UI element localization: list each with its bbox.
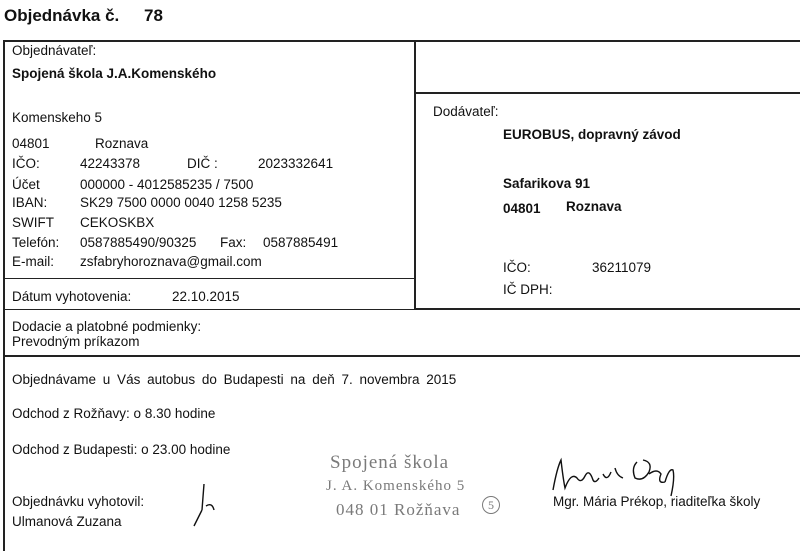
- terms-top-line: [3, 309, 800, 310]
- buyer-right-divider: [414, 42, 416, 310]
- stamp-number: 5: [482, 496, 500, 514]
- buyer-iban-label: IBAN:: [12, 195, 48, 210]
- buyer-email: zsfabryhoroznava@gmail.com: [80, 254, 262, 269]
- order-number: 78: [144, 6, 163, 25]
- stamp-line-1: Spojená škola: [330, 452, 450, 473]
- buyer-city: Roznava: [95, 136, 149, 151]
- issuer-signature-mark: [190, 480, 220, 530]
- supplier-ico-label: IČO:: [503, 260, 531, 275]
- supplier-dic-label: IČ DPH:: [503, 282, 553, 297]
- issued-by-label: Objednávku vyhotovil:: [12, 494, 145, 509]
- buyer-phone: 0587885490/90325: [80, 235, 197, 250]
- date-value: 22.10.2015: [172, 289, 240, 304]
- order-line: Objednávame u Vás autobus do Budapesti na deň 7. novembra 2015: [12, 372, 457, 387]
- buyer-swift: CEKOSKBX: [80, 215, 155, 230]
- buyer-phone-label: Telefón:: [12, 235, 60, 250]
- frame-top-line: [3, 40, 800, 42]
- stamp-line-3: 048 01 Rožňava: [336, 500, 461, 519]
- buyer-account: 000000 - 4012585235 / 7500: [80, 177, 254, 192]
- body-top-line: [3, 355, 800, 357]
- date-label: Dátum vyhotovenia:: [12, 289, 132, 304]
- supplier-city: Roznava: [566, 199, 622, 214]
- director-signature: [545, 448, 695, 498]
- departure-budapest: Odchod z Budapesti: o 23.00 hodine: [12, 442, 231, 457]
- frame-left-line: [3, 40, 5, 551]
- buyer-name: Spojená škola J.A.Komenského: [12, 66, 217, 81]
- departure-rožňava: Odchod z Rožňavy: o 8.30 hodine: [12, 406, 216, 421]
- supplier-street: Safarikova 91: [503, 176, 591, 191]
- order-title: Objednávka č.: [4, 6, 120, 25]
- supplier-zip: 04801: [503, 201, 541, 216]
- issued-by-name: Ulmanová Zuzana: [12, 514, 122, 529]
- buyer-ico: 42243378: [80, 156, 141, 171]
- buyer-fax: 0587885491: [263, 235, 339, 250]
- date-top-line: [3, 278, 415, 279]
- buyer-account-label: Účet: [12, 177, 40, 192]
- buyer-iban: SK29 7500 0000 0040 1258 5235: [80, 195, 282, 210]
- supplier-section-label: Dodávateľ:: [433, 104, 499, 119]
- buyer-street: Komenskeho 5: [12, 110, 103, 125]
- stamp-line-2: J. A. Komenského 5: [326, 478, 466, 494]
- buyer-zip: 04801: [12, 136, 50, 151]
- buyer-ico-label: IČO:: [12, 156, 40, 171]
- buyer-dic: 2023332641: [258, 156, 334, 171]
- buyer-email-label: E-mail:: [12, 254, 55, 269]
- supplier-top-line: [414, 92, 800, 94]
- terms-label: Dodacie a platobné podmienky:: [12, 319, 202, 334]
- buyer-fax-label: Fax:: [220, 235, 247, 250]
- signatory-name: Mgr. Mária Prékop, riaditeľka školy: [553, 494, 761, 509]
- buyer-section-label: Objednávateľ:: [12, 43, 97, 58]
- buyer-dic-label: DIČ :: [187, 156, 218, 171]
- terms-value: Prevodným príkazom: [12, 334, 140, 349]
- supplier-ico: 36211079: [592, 260, 652, 275]
- buyer-swift-label: SWIFT: [12, 215, 54, 230]
- supplier-name: EUROBUS, dopravný závod: [503, 127, 681, 142]
